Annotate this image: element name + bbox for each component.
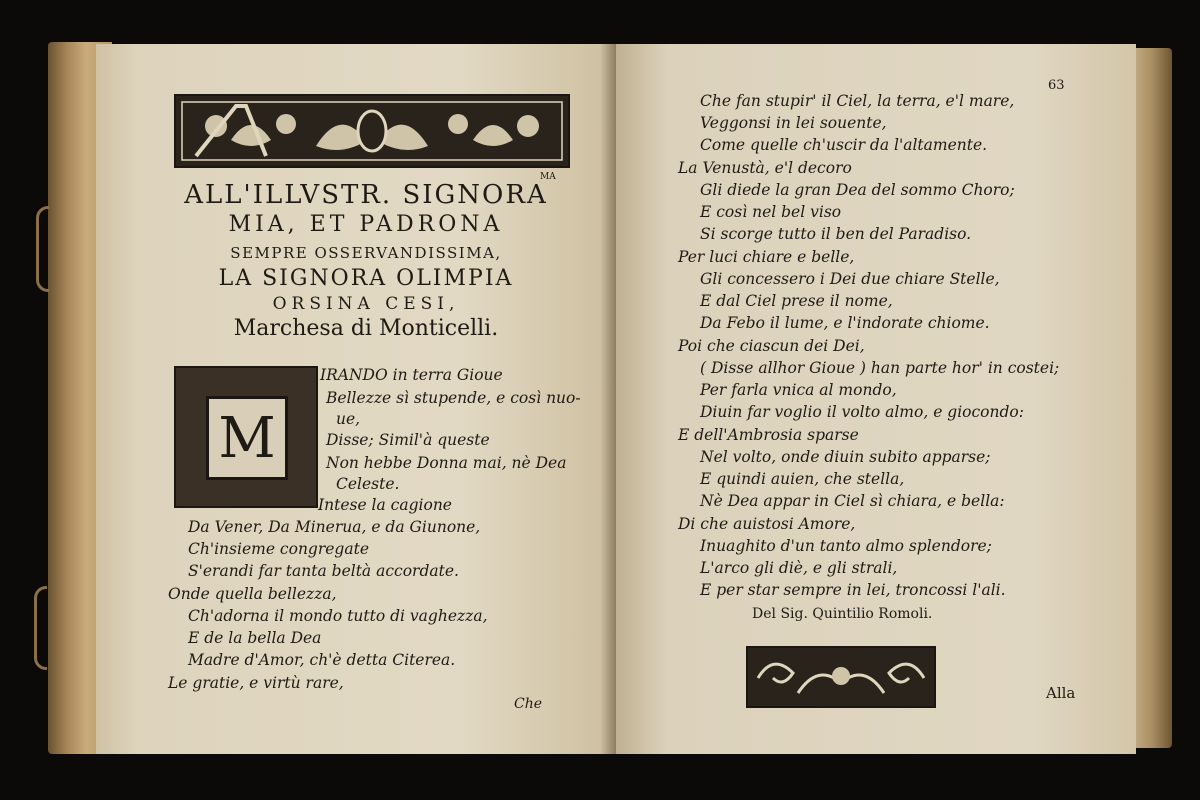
initial-letter-frame — [206, 396, 288, 480]
verse-line: E de la bella Dea — [188, 629, 322, 647]
verse-line: Disse; Simil'à queste — [326, 431, 490, 449]
verse-line: Veggonsi in lei souente, — [700, 114, 887, 132]
headpiece-ornament — [174, 94, 570, 168]
verse-line: E dell'Ambrosia sparse — [678, 426, 859, 444]
verse-line: Inuaghito d'un tanto almo splendore; — [700, 537, 992, 555]
verse-line: Come quelle ch'uscir da l'altamente. — [700, 136, 988, 154]
title-line-4: LA SIGNORA OLIMPIA — [218, 266, 514, 291]
verse-line: E dal Ciel prese il nome, — [700, 292, 893, 310]
initial-letter: M — [218, 405, 276, 471]
verse-line: E così nel bel viso — [700, 203, 842, 221]
verse-line: Bellezze sì stupende, e così nuo- — [326, 389, 581, 407]
verse-line: E quindi auien, che stella, — [700, 470, 905, 488]
verse-line: Gli diede la gran Dea del sommo Choro; — [700, 181, 1015, 199]
verse-line: Non hebbe Donna mai, nè Dea — [326, 454, 567, 472]
verse-line: Per luci chiare e belle, — [678, 248, 855, 266]
verse-line: Onde quella bellezza, — [168, 585, 337, 603]
verse-line: Da Vener, Da Minerua, e da Giunone, — [188, 518, 481, 536]
ornament-scroll-icon — [748, 648, 934, 706]
title-line-1: ALL'ILLVSTR. SIGNORA — [184, 180, 548, 210]
decorated-initial — [174, 366, 318, 508]
verse-line: E per star sempre in lei, troncossi l'ali. — [700, 581, 1006, 599]
verse-line: Poi che ciascun dei Dei, — [678, 337, 865, 355]
verse-line: IRANDO in terra Gioue — [320, 366, 503, 384]
verse-line: Per farla vnica al mondo, — [700, 381, 897, 399]
verse-line: Ch'adorna il mondo tutto di vaghezza, — [188, 607, 488, 625]
verse-line: ue, — [336, 410, 361, 428]
verse-line: ( Disse allhor Gioue ) han parte hor' in costei; — [700, 359, 1060, 377]
attribution: Del Sig. Quintilio Romoli. — [752, 606, 933, 622]
verse-line: Di che auistosi Amore, — [678, 515, 856, 533]
verse-line: Nè Dea appar in Ciel sì chiara, e bella: — [700, 492, 1005, 510]
ornament-cherubs-icon — [176, 96, 568, 166]
verse-line: Madre d'Amor, ch'è detta Citerea. — [188, 651, 456, 669]
verse-line: Gli concessero i Dei due chiare Stelle, — [700, 270, 1000, 288]
verse-line: Si scorge tutto il ben del Paradiso. — [700, 225, 972, 243]
title-line-3: SEMPRE OSSERVANDISSIMA, — [230, 244, 502, 262]
right-page — [616, 44, 1136, 754]
verse-line: Che fan stupir' il Ciel, la terra, e'l mare, — [700, 92, 1015, 110]
left-page — [96, 44, 616, 754]
verse-line: L'arco gli diè, e gli strali, — [700, 559, 898, 577]
page-number: 63 — [1048, 78, 1065, 93]
verse-line: La Venustà, e'l decoro — [678, 159, 852, 177]
binding-string-bottom — [34, 586, 47, 670]
verse-line: Le gratie, e virtù rare, — [168, 674, 344, 692]
title-line-5: ORSINA CESI, — [272, 294, 460, 314]
verse-line: Celeste. — [336, 475, 400, 493]
verse-line: Intese la cagione — [318, 496, 452, 514]
title-line-2: MIA, ET PADRONA — [228, 212, 504, 237]
verse-line: Nel volto, onde diuin subito apparse; — [700, 448, 991, 466]
verse-line: S'erandi far tanta beltà accordate. — [188, 562, 459, 580]
verse-line: Ch'insieme congregate — [188, 540, 369, 558]
tailpiece-ornament — [746, 646, 936, 708]
verse-line: Diuin far voglio il volto almo, e giocondo: — [700, 403, 1024, 421]
title-line-6: Marchesa di Monticelli. — [233, 316, 499, 341]
left-catchword: Che — [514, 696, 543, 712]
right-catchword: Alla — [1046, 684, 1076, 702]
binding-string-top — [36, 206, 49, 292]
title-superscript: MA — [540, 172, 556, 182]
verse-line: Da Febo il lume, e l'indorate chiome. — [700, 314, 990, 332]
